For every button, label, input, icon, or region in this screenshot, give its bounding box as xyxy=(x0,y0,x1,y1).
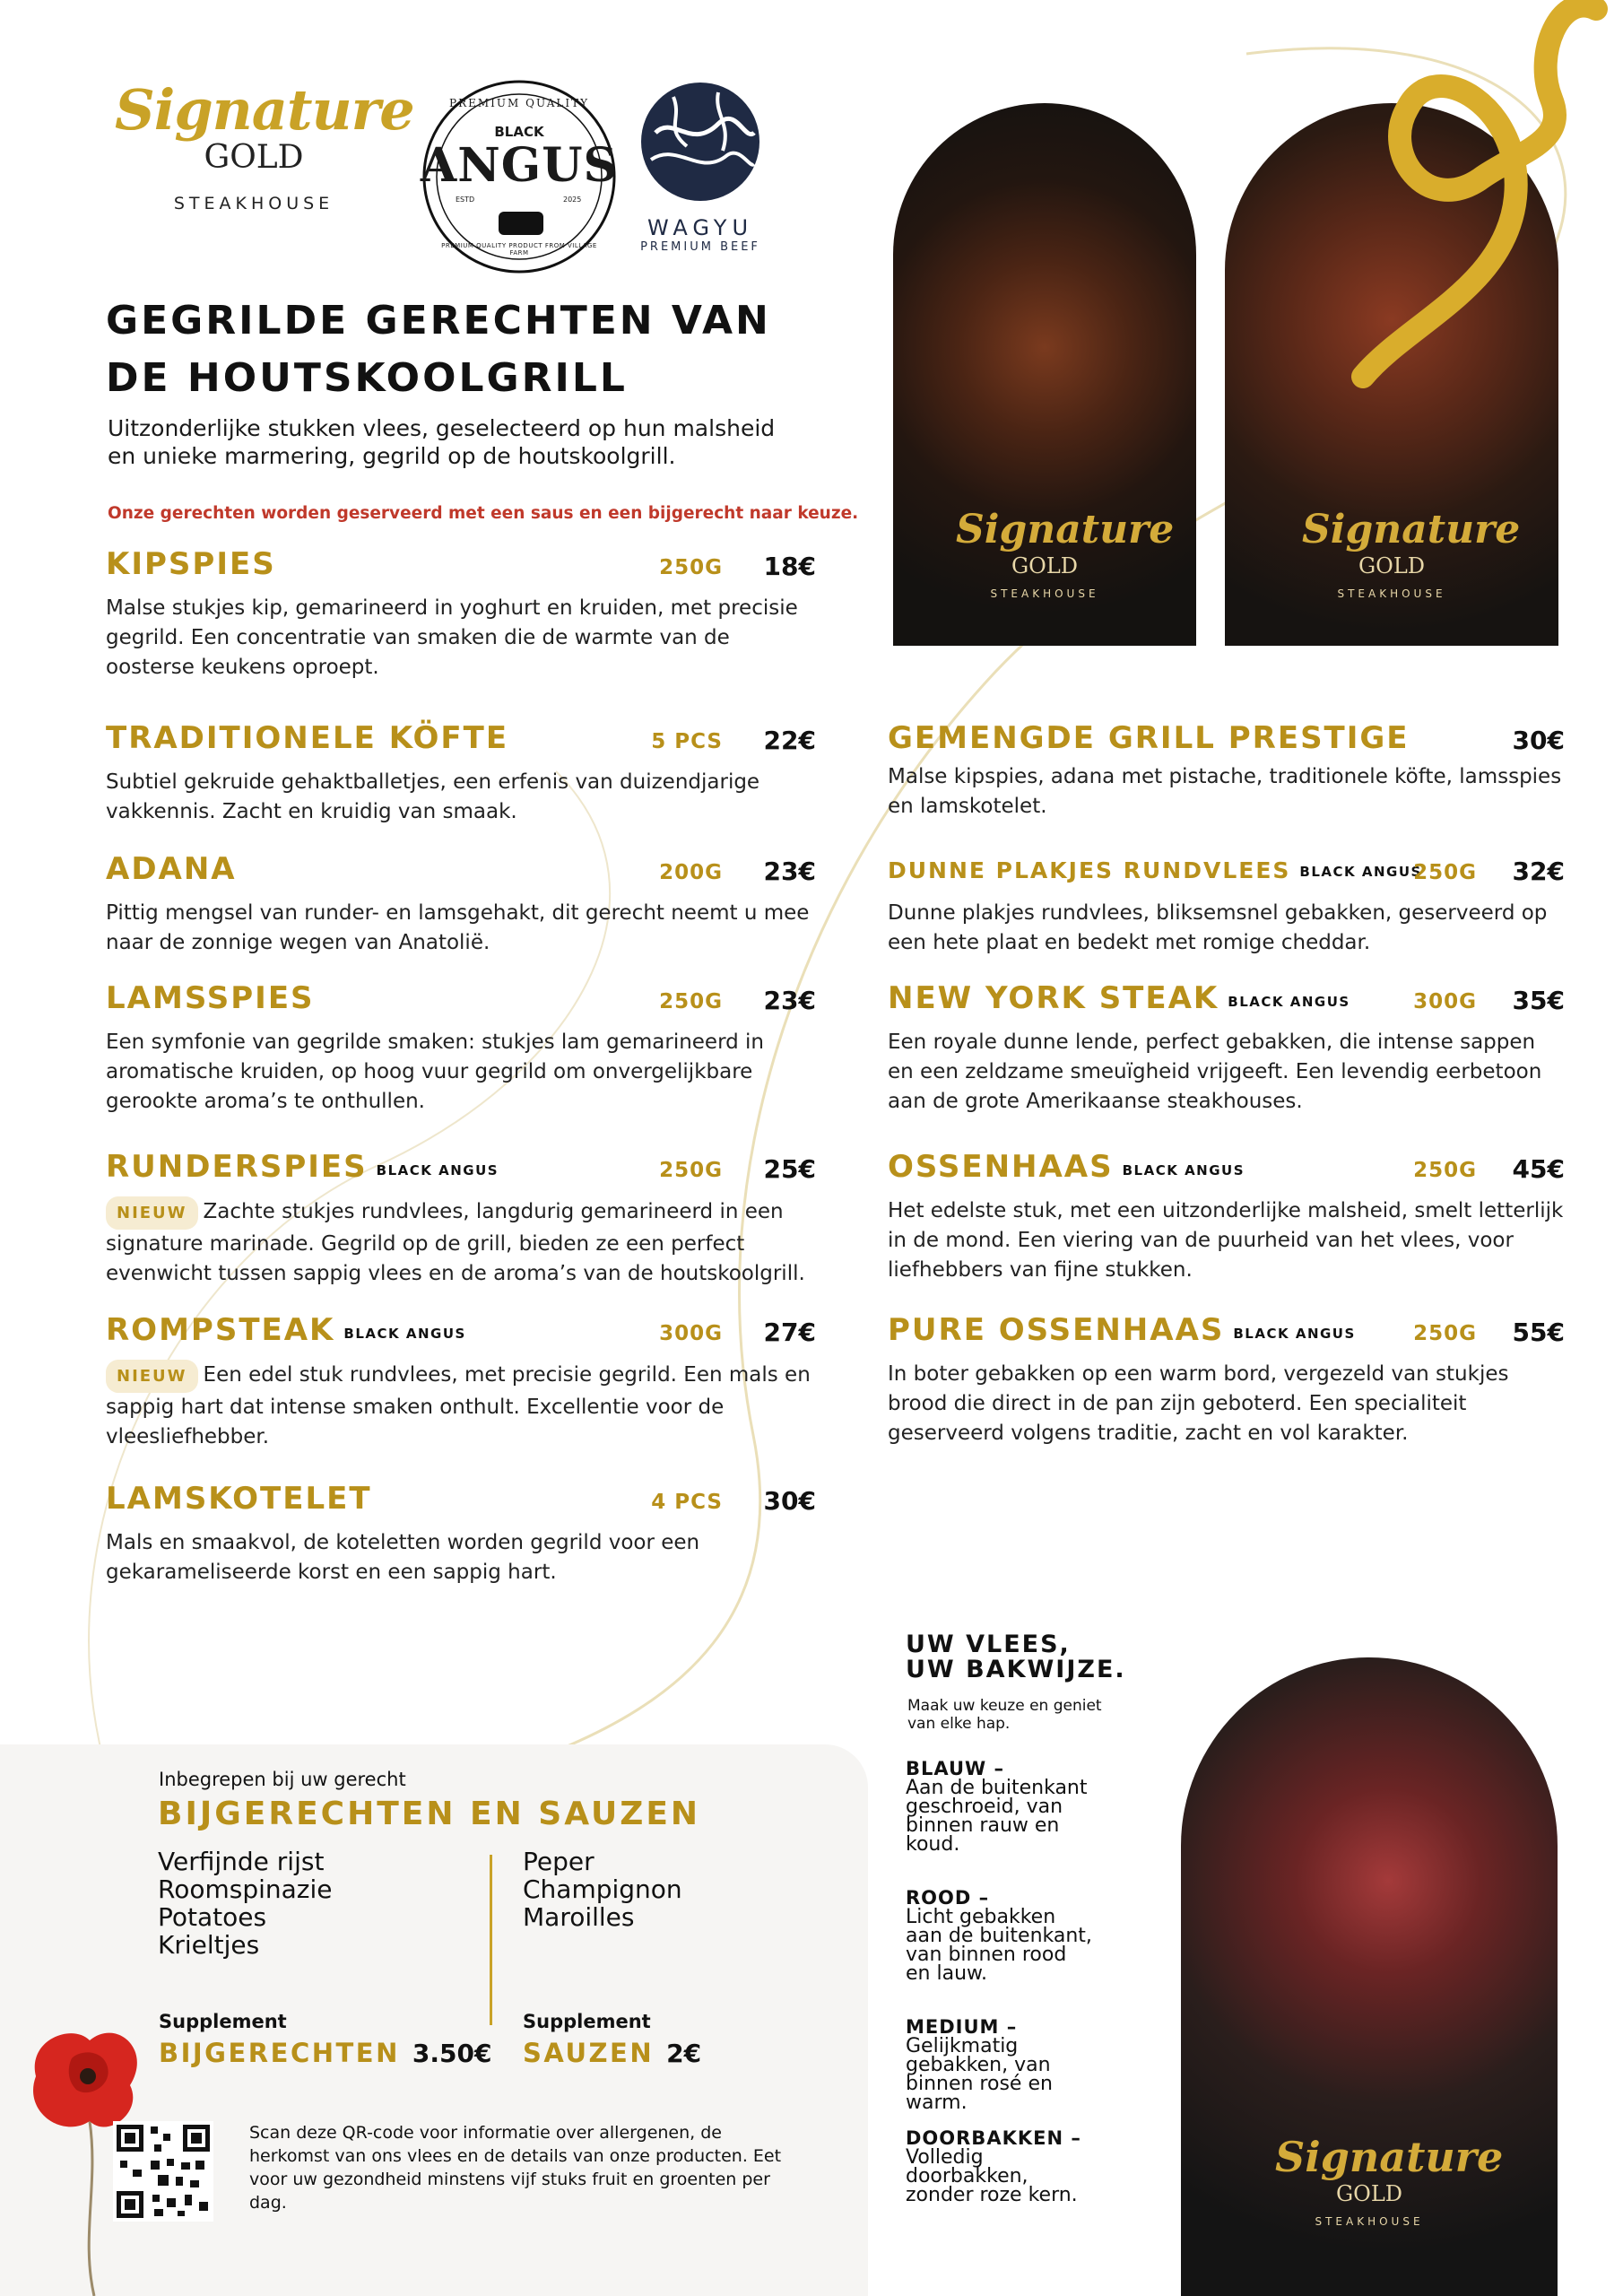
wagyu-sub: PREMIUM BEEF xyxy=(640,240,760,254)
item-description xyxy=(106,1196,823,1289)
supplement-name: SAUZEN xyxy=(523,2038,655,2068)
item-price: 23€ xyxy=(763,857,816,886)
doneness-level xyxy=(906,2129,1094,2205)
sides-divider xyxy=(490,1855,492,2025)
item-price: 55€ xyxy=(1512,1318,1565,1347)
photo-logo-gold: GOLD xyxy=(1335,2181,1403,2206)
item-quantity: 4 PCS xyxy=(651,1491,723,1514)
photo-logo-gold: GOLD xyxy=(1011,553,1079,578)
item-tag: BLACK ANGUS xyxy=(1228,994,1350,1010)
title-line-1: GEGRILDE GERECHTEN VAN xyxy=(106,298,771,344)
item-title: RUNDERSPIES xyxy=(106,1149,368,1185)
photo-logo-gold: GOLD xyxy=(1358,553,1426,578)
item-title: GEMENGDE GRILL PRESTIGE xyxy=(888,720,1410,756)
angus-top-text: PREMIUM QUALITY xyxy=(449,97,589,109)
item-name xyxy=(106,720,509,756)
supplement-name: BIJGERECHTEN xyxy=(159,2038,400,2068)
item-tag: BLACK ANGUS xyxy=(1299,864,1422,880)
doneness-text: Aan de buitenkant geschroeid, van binnen rauw en koud. xyxy=(906,1777,1088,1856)
doneness-title-line-2: UW BAKWIJZE. xyxy=(906,1656,1126,1683)
doneness-label: BLAUW – xyxy=(906,1758,1005,1779)
item-description-text: Subtiel gekruide gehaktballetjes, een erfenis van duizendjarige vakkennis. Zacht en kruidig van smaak. xyxy=(106,770,760,823)
new-badge: NIEUW xyxy=(106,1360,198,1393)
logo-steakhouse: STEAKHOUSE xyxy=(173,194,334,213)
black-angus-logo xyxy=(420,77,619,276)
wagyu-logo xyxy=(633,79,768,258)
side-item: Roomspinazie xyxy=(158,1874,333,1904)
item-description-text: Pittig mengsel van runder- en lamsgehakt, dit gerecht neemt u mee naar de zonnige wegen van Anatolië. xyxy=(106,901,810,954)
angus-estd: ESTD xyxy=(456,196,475,204)
title-line-2: DE HOUTSKOOLGRILL xyxy=(106,355,628,401)
item-title: KIPSPIES xyxy=(106,546,276,582)
new-badge: NIEUW xyxy=(106,1196,198,1230)
item-quantity: 5 PCS xyxy=(651,730,723,753)
item-title: NEW YORK STEAK xyxy=(888,980,1219,1016)
sliced-steak-photo xyxy=(1181,1657,1558,2296)
doneness-text: Gelijkmatig gebakken, van binnen rosé en warm. xyxy=(906,2035,1053,2114)
item-price: 18€ xyxy=(763,552,816,581)
side-item: Potatoes xyxy=(158,1902,267,1932)
item-name xyxy=(106,546,276,582)
supplement-label: Supplement xyxy=(159,2011,287,2032)
doneness-text: Licht gebakken aan de buitenkant, van binnen rood en lauw. xyxy=(906,1906,1092,1985)
sides-title: BIJGERECHTEN EN SAUZEN xyxy=(158,1796,701,1832)
item-description: Een royale dunne lende, perfect gebakken, die intense sappen en een zeldzame smeuïgheid vrijgeeft. Een levendig eerbetoon aan de grote Amerikaanse steakhouses. xyxy=(888,1031,1542,1113)
item-title: ADANA xyxy=(106,851,237,887)
item-name xyxy=(888,859,1422,882)
angus-name: ANGUS xyxy=(420,138,619,193)
angus-bottom-text: PREMIUM QUALITY PRODUCT FROM VILLAGE FARM xyxy=(441,242,597,257)
doneness-text: Volledig doorbakken, zonder roze kern. xyxy=(906,2146,1078,2206)
item-title: PURE OSSENHAAS xyxy=(888,1312,1225,1348)
steak-photo-left xyxy=(893,103,1196,646)
item-description-text: Zachte stukjes rundvlees, langdurig gemarineerd in een signature marinade. Gegrild op de grill, bieden ze een perfect evenwicht tussen sappig vlees en de aroma’s van de houtskoolgrill. xyxy=(106,1200,805,1285)
gold-ribbon-icon xyxy=(1327,0,1623,422)
item-title: LAMSSPIES xyxy=(106,980,315,1016)
item-tag: BLACK ANGUS xyxy=(376,1162,499,1178)
item-description-text: Mals en smaakvol, de koteletten worden gegrild voor een gekarameliseerde korst en een sappig hart. xyxy=(106,1531,700,1584)
item-title: DUNNE PLAKJES RUNDVLEES xyxy=(888,857,1291,883)
supplement-label: Supplement xyxy=(523,2011,651,2032)
doneness-title xyxy=(906,1632,1126,1683)
supplement-sauces xyxy=(523,2011,701,2068)
intro-line-1: Uitzonderlijke stukken vlees, geselecteerd op hun malsheid xyxy=(108,415,776,441)
wagyu-name: WAGYU xyxy=(647,215,754,240)
item-quantity: 250G xyxy=(659,556,723,579)
doneness-level xyxy=(906,1889,1094,1983)
page-title xyxy=(106,292,877,407)
item-tag: BLACK ANGUS xyxy=(1233,1326,1356,1342)
item-price: 30€ xyxy=(1512,726,1565,755)
item-quantity: 250G xyxy=(1413,861,1477,884)
sauce-item: Champignon xyxy=(523,1874,682,1904)
item-name xyxy=(888,720,1410,756)
sides-list xyxy=(158,1848,332,1959)
item-description-text: Een symfonie van gegrilde smaken: stukjes lam gemarineerd in aromatische kruiden, op hoog vuur gegrild om onvergelijkbare gerookte aroma’s te onthullen. xyxy=(106,1031,765,1113)
side-item: Verfijnde rijst xyxy=(158,1847,325,1876)
item-name xyxy=(106,980,315,1016)
item-description xyxy=(106,768,823,827)
serving-note: Onze gerechten worden geserveerd met een saus en een bijgerecht naar keuze. xyxy=(108,504,859,523)
item-price: 22€ xyxy=(763,726,816,755)
item-description: Malse kipspies, adana met pistache, traditionele köfte, lamsspies en lamskotelet. xyxy=(888,765,1562,818)
item-description-text: Malse stukjes kip, gemarineerd in yoghurt en kruiden, met precisie gegrild. Een concentratie van smaken die de warmte van de oosterse keukens oproept. xyxy=(106,596,798,679)
item-description xyxy=(106,1028,823,1117)
doneness-title-line-1: UW VLEES, xyxy=(906,1631,1071,1658)
doneness-level xyxy=(906,1760,1094,1854)
item-title: TRADITIONELE KÖFTE xyxy=(106,720,509,756)
item-title: OSSENHAAS xyxy=(888,1149,1114,1185)
intro-line-2: en unieke marmering, gegrild op de houtskoolgrill. xyxy=(108,443,676,469)
sauces-list xyxy=(523,1848,682,1931)
item-price: 23€ xyxy=(763,986,816,1015)
photo-logo-sub: STEAKHOUSE xyxy=(1337,587,1446,600)
logo-gold-word: GOLD xyxy=(204,139,304,176)
item-name xyxy=(106,851,237,887)
item-title: LAMSKOTELET xyxy=(106,1481,372,1517)
item-price: 32€ xyxy=(1512,857,1565,886)
doneness-label: DOORBAKKEN – xyxy=(906,2127,1081,2149)
item-description xyxy=(106,1360,823,1452)
sauce-item: Peper xyxy=(523,1847,595,1876)
item-description-text: Een edel stuk rundvlees, met precisie gegrild. Een mals en sappig hart dat intense smaken onthult. Excellentie voor de vleesliefhebber. xyxy=(106,1363,811,1448)
item-quantity: 250G xyxy=(659,1159,723,1182)
signature-gold-logo xyxy=(115,77,414,213)
doneness-label: ROOD – xyxy=(906,1887,990,1909)
item-quantity: 300G xyxy=(1413,990,1477,1013)
doneness-label: MEDIUM – xyxy=(906,2016,1018,2038)
item-description xyxy=(106,899,823,958)
wagyu-marbling-icon xyxy=(638,79,763,204)
photo-logo-script: Signature xyxy=(1275,2133,1504,2181)
photo-logo-script: Signature xyxy=(956,507,1175,552)
item-price: 25€ xyxy=(763,1154,816,1184)
item-quantity: 250G xyxy=(659,990,723,1013)
item-description: Het edelste stuk, met een uitzonderlijke malsheid, smelt letterlijk in de mond. Een viering van de puurheid van het vlees, voor liefhebbers van fijne stukken. xyxy=(888,1199,1564,1282)
sides-included-label: Inbegrepen bij uw gerecht xyxy=(159,1769,406,1790)
supplement-price: 2€ xyxy=(666,2039,702,2068)
intro-text xyxy=(108,414,879,470)
qr-code-icon[interactable] xyxy=(113,2121,213,2222)
item-price: 27€ xyxy=(763,1318,816,1347)
item-quantity: 300G xyxy=(659,1322,723,1345)
photo-logo-sub: STEAKHOUSE xyxy=(990,587,1099,600)
item-name xyxy=(106,1481,372,1517)
item-description xyxy=(106,1528,823,1587)
item-price: 30€ xyxy=(763,1486,816,1516)
side-item: Krieltjes xyxy=(158,1930,260,1960)
qr-info-text: Scan deze QR-code voor informatie over allergenen, de herkomst van ons vlees en de details van onze producten. Eet voor uw gezondheid minstens vijf stuks fruit en groenten per dag. xyxy=(249,2123,782,2213)
sauce-item: Maroilles xyxy=(523,1902,635,1932)
item-name xyxy=(106,1149,499,1185)
item-quantity: 250G xyxy=(1413,1322,1477,1345)
item-name xyxy=(888,1312,1356,1348)
item-description xyxy=(106,594,823,683)
item-description: In boter gebakken op een warm bord, vergezeld van stukjes brood die direct in de pan zijn geboterd. Een specialiteit geserveerd volgens traditie, zacht en vol karakter. xyxy=(888,1362,1509,1445)
item-description: Dunne plakjes rundvlees, bliksemsnel gebakken, geserveerd op een hete plaat en bedekt met romige cheddar. xyxy=(888,901,1548,954)
item-name xyxy=(106,1312,466,1348)
item-price: 45€ xyxy=(1512,1154,1565,1184)
logo-script: Signature xyxy=(115,77,414,143)
angus-black: BLACK xyxy=(494,124,544,140)
angus-year: 2025 xyxy=(563,196,582,204)
supplement-price: 3.50€ xyxy=(412,2039,492,2068)
photo-logo-script: Signature xyxy=(1302,507,1521,552)
item-quantity: 250G xyxy=(1413,1159,1477,1182)
item-name xyxy=(888,1149,1245,1185)
item-tag: BLACK ANGUS xyxy=(343,1326,466,1342)
doneness-level xyxy=(906,2018,1094,2112)
doneness-subtitle: Maak uw keuze en geniet van elke hap. xyxy=(907,1697,1102,1733)
item-title: ROMPSTEAK xyxy=(106,1312,335,1348)
item-price: 35€ xyxy=(1512,986,1565,1015)
item-quantity: 200G xyxy=(659,861,723,884)
supplement-sides xyxy=(159,2011,491,2068)
photo-logo-sub: STEAKHOUSE xyxy=(1315,2215,1424,2228)
item-tag: BLACK ANGUS xyxy=(1122,1162,1245,1178)
item-name xyxy=(888,980,1350,1016)
